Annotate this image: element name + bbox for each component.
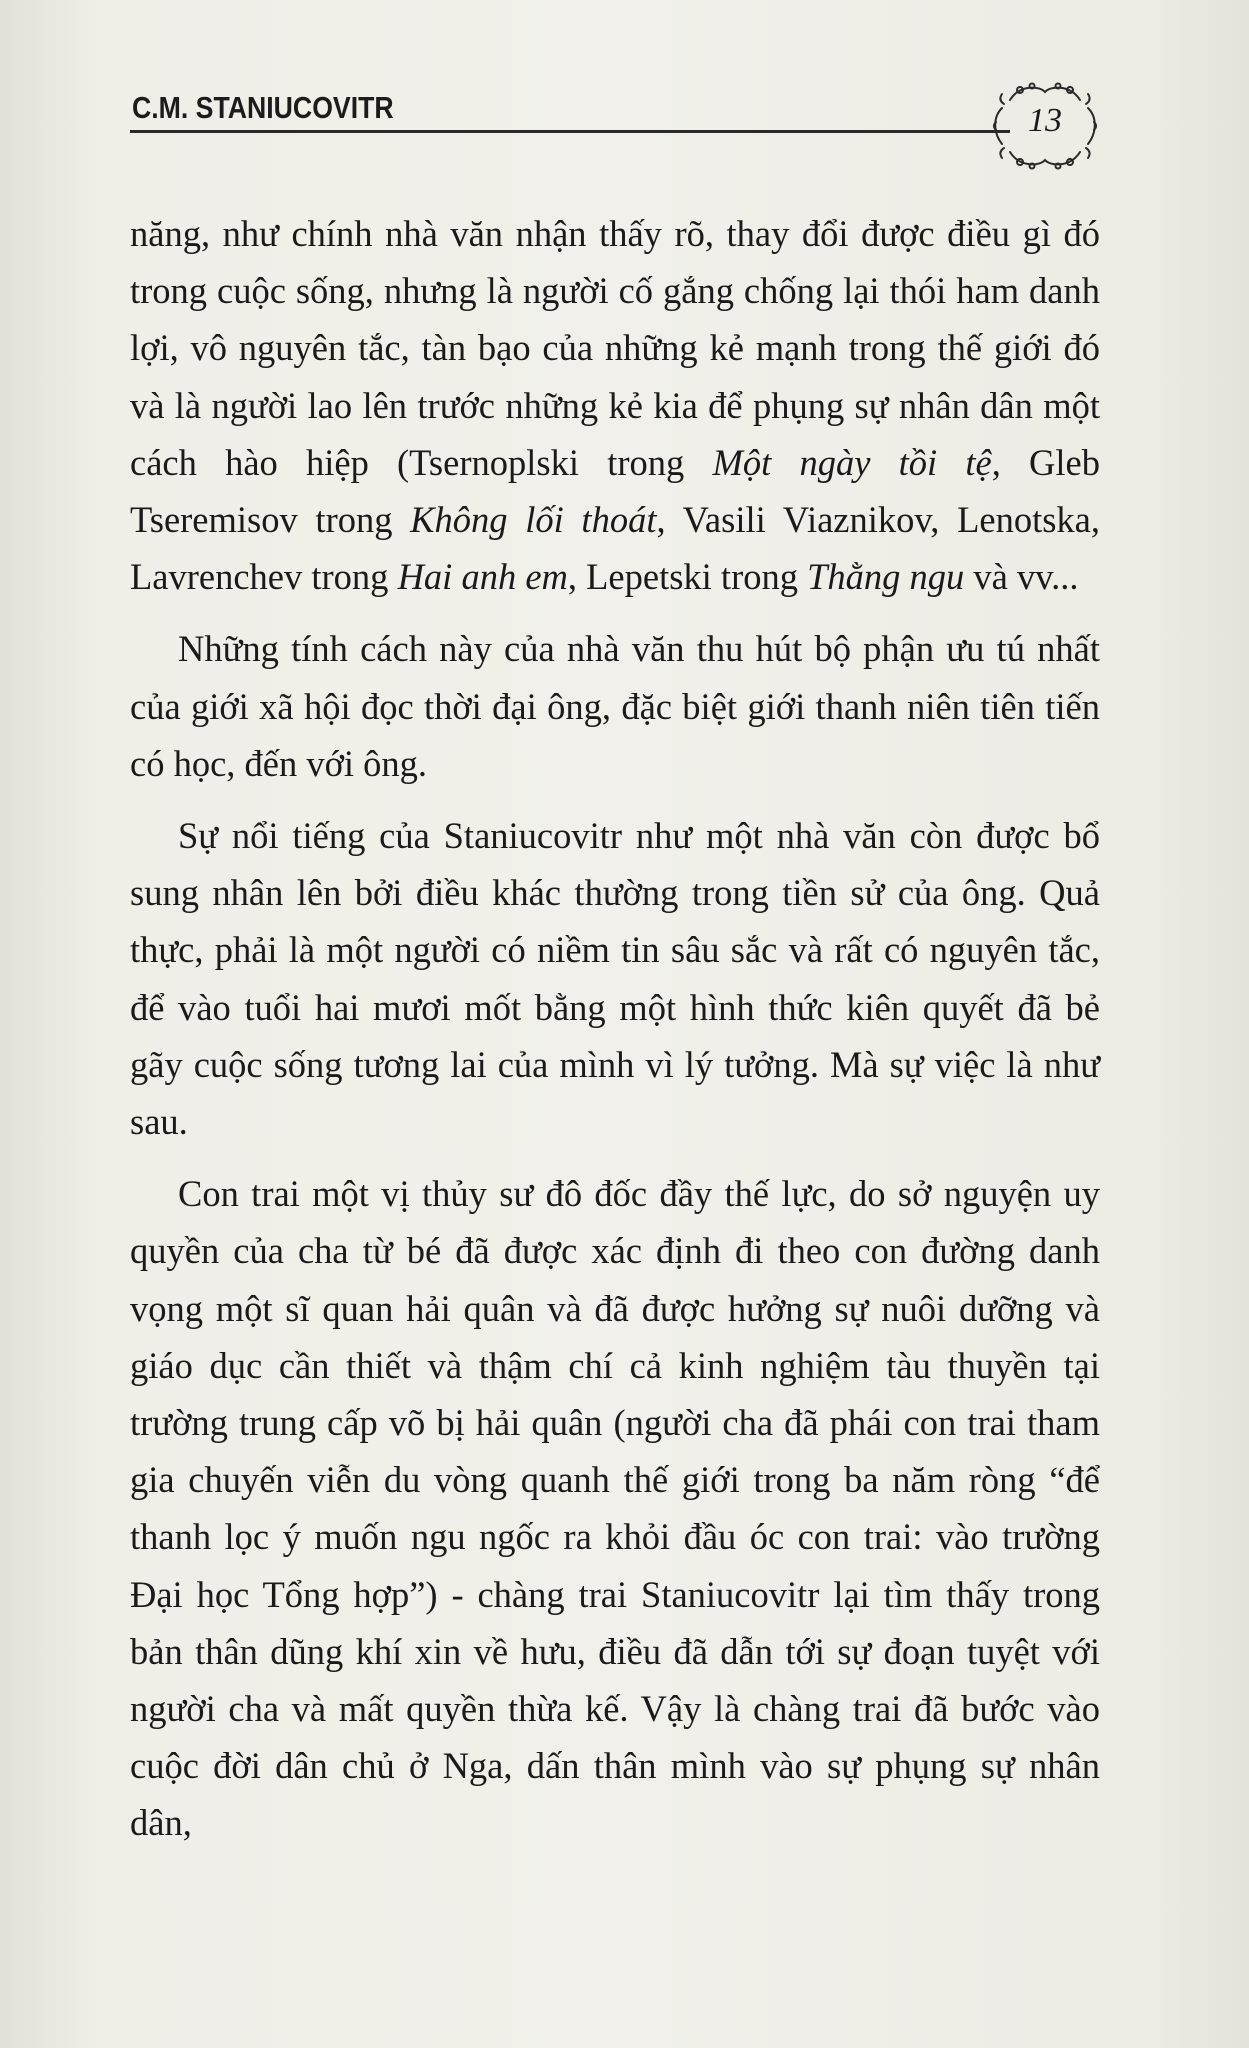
paragraph: Sự nổi tiếng của Staniucovitr như một nhà văn còn được bổ sung nhân lên bởi điều khác thường trong tiền sử của ông. Quả thực, phải là một người có niềm tin sâu sắc và rất có nguyên tắc, để vào tuổi hai mươi mốt bằng một hình thức kiên quyết đã bẻ gãy cuộc sống tương lai của mình vì lý tưởng. Mà sự việc là như sau. xyxy=(130,815,1100,1143)
work-title: Một ngày tồi tệ xyxy=(712,441,992,483)
paragraph: năng, như chính nhà văn nhận thấy rõ, thay đổi được điều gì đó trong cuộc sống, nhưng là người cố gắng chống lại thói ham danh lợi, vô nguyên tắc, tàn bạo của những kẻ mạnh trong thế giới đó và là người lao lên trước những kẻ kia để phụng sự nhân dân một cách hào hiệp (Tsernoplski trong Một ngày tồi tệ, Gleb Tseremisov trong Không lối thoát, Vasili Viaznikov, Lenotska, Lavrenchev trong Hai anh em, Lepetski trong Thằng ngu và vv... xyxy=(130,213,1101,598)
work-title: Thằng ngu xyxy=(807,556,965,598)
running-title: C.M. STANIUCOVITR xyxy=(132,90,394,125)
header-rule xyxy=(130,130,1010,133)
body-text xyxy=(130,205,1100,1852)
paragraph: Những tính cách này của nhà văn thu hút bộ phận ưu tú nhất của giới xã hội đọc thời đại ông, đặc biệt giới thanh niên tiên tiến có học, đến với ông. xyxy=(130,628,1100,784)
work-title: Hai anh em xyxy=(397,556,568,598)
paragraph: Con trai một vị thủy sư đô đốc đầy thế lực, do sở nguyện uy quyền của cha từ bé đã được xác định đi theo con đường danh vọng một sĩ quan hải quân và đã được hưởng sự nuôi dưỡng và giáo dục cần thiết và thậm chí cả kinh nghiệm tàu thuyền tại trường trung cấp võ bị hải quân (người cha đã phái con trai tham gia chuyến viễn du vòng quanh thế giới trong ba năm ròng “để thanh lọc ý muốn ngu ngốc ra khỏi đầu óc con trai: vào trường Đại học Tổng hợp”) - chàng trai Staniucovitr lại tìm thấy trong bản thân dũng khí xin về hưu, điều đã dẫn tới sự đoạn tuyệt với người cha và mất quyền thừa kế. Vậy là chàng trai đã bước vào cuộc đời dân chủ ở Nga, dấn thân mình vào sự phụng sự nhân dân, xyxy=(130,1173,1100,1844)
page-header xyxy=(130,78,1100,188)
page-number: 13 xyxy=(1028,102,1062,139)
work-title: Không lối thoát xyxy=(410,499,657,541)
page-number-ornament xyxy=(990,78,1100,174)
